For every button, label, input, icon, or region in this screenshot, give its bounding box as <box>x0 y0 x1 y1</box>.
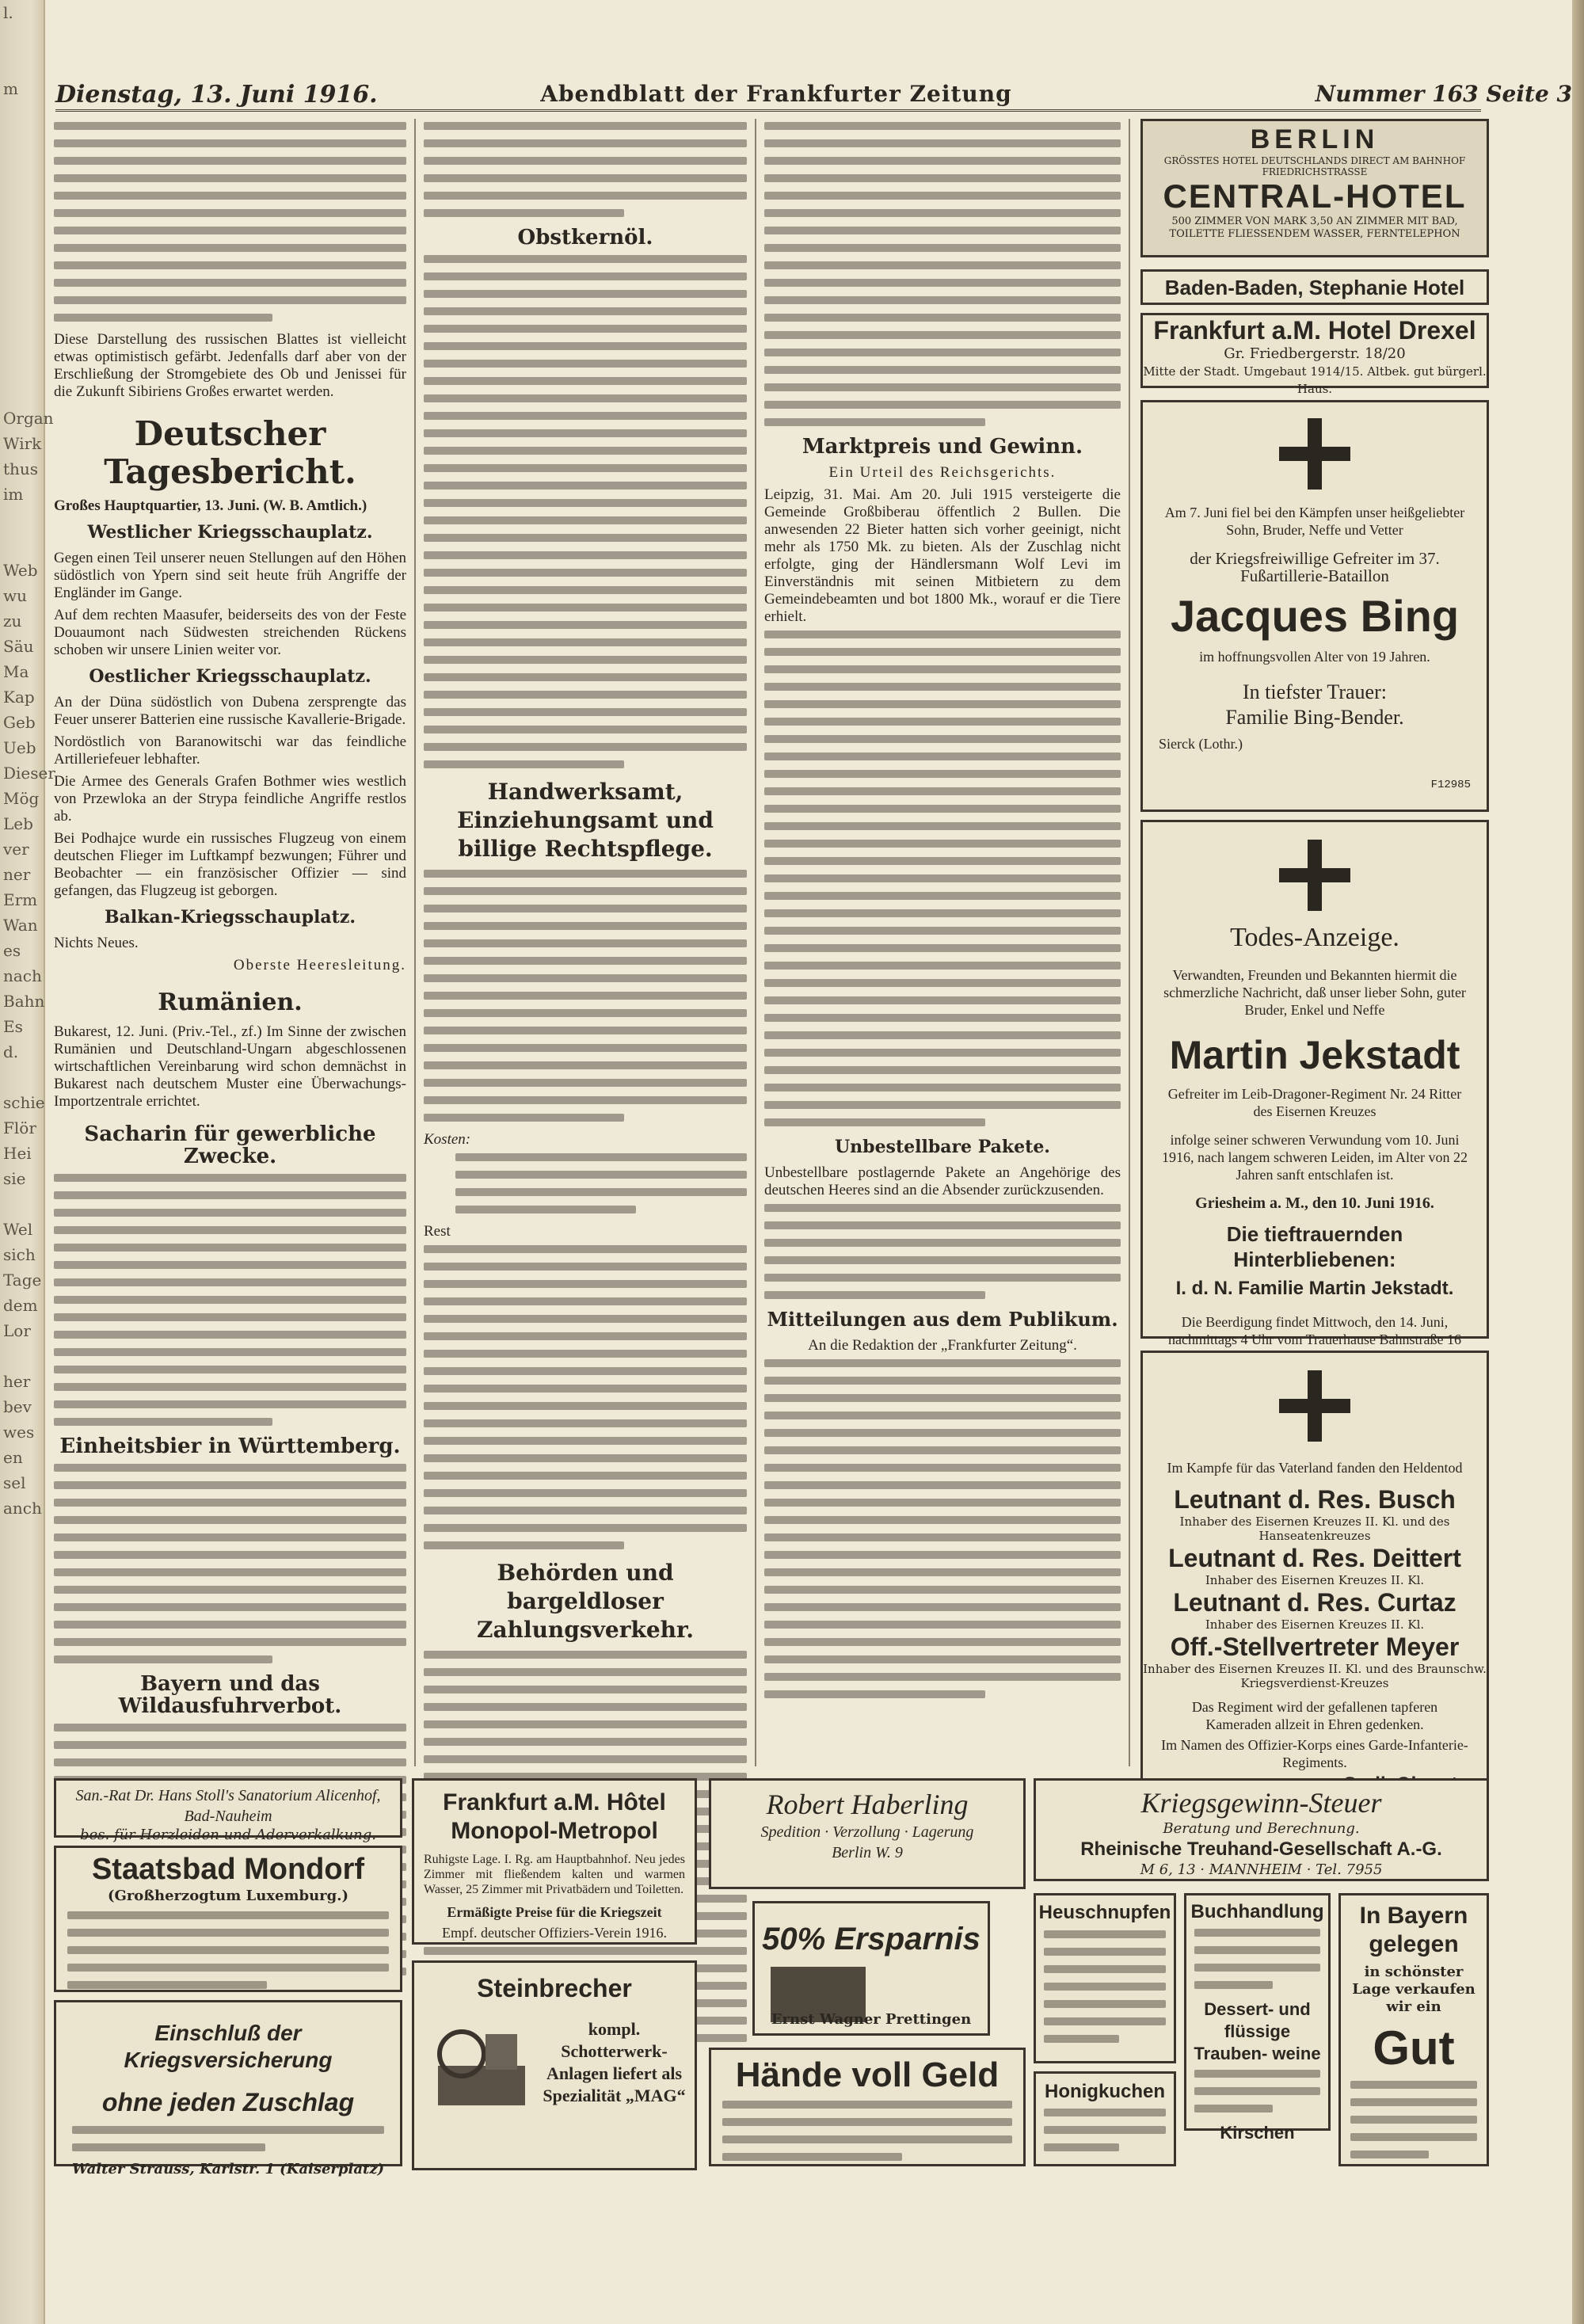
officer-entry <box>1143 1484 1487 1543</box>
officer-name: Leutnant d. Res. Deittert <box>1168 1544 1461 1572</box>
ad-mondorf-body <box>67 1911 389 1989</box>
ad-haberling <box>709 1778 1026 1889</box>
report-paragraph: An der Düna südöstlich von Dubena zersprengte das Feuer unserer Batterien eine russische Kavallerie-Brigade. <box>54 694 406 728</box>
section-title-behoerden: Behörden und bargeldloser Zahlungsverkehr. <box>477 1560 694 1643</box>
article-paragraph: Unbestellbare postlagernde Pakete an Angehörige des deutschen Heeres sind an die Absender zurückzusenden. <box>764 1164 1121 1198</box>
binding-edge-left <box>0 0 55 2324</box>
ad-haberling-name: Robert Haberling <box>766 1789 969 1820</box>
ad-mondorf <box>54 1846 402 1992</box>
ad-gut-title: Gut <box>1373 2021 1455 2074</box>
spine-text-fragments: l. m Organ Wirk thus im Web wu zu Säu Ma Kap Geb Ueb Dieser Mög Leb ver ner Erm Wan es nach Bahn Es d. schie Flör Hei sie Wel sich Tage dem Lor her bev wes en sel anch <box>3 3 55 1518</box>
ad-kg-sub: Beratung und Berechnung. <box>1163 1820 1360 1837</box>
ad-kirschen-title: Kirschen <box>1220 2123 1295 2143</box>
subheading-west: Westlicher Kriegsschauplatz. <box>87 522 373 543</box>
obituary-place: Sierck (Lothr.) <box>1159 736 1243 752</box>
section-title-rumaenien: Rumänien. <box>158 989 303 1016</box>
section-title-marktpreis: Marktpreis und Gewinn. <box>802 435 1083 459</box>
header-date: Dienstag, 13. Juni 1916. <box>55 81 378 109</box>
article-body <box>764 631 1121 1126</box>
ad-baden <box>1140 269 1489 305</box>
ad-haberling-services: Spedition · Verzollung · Lagerung <box>760 1823 974 1841</box>
ad-drexel-title: Frankfurt a.M. Hotel Drexel <box>1153 316 1476 345</box>
obituary-text: infolge seiner schweren Verwundung vom 10. Juni 1916, nach langem schweren Leiden, im Alter von 22 Jahren sanft entschlafen ist. <box>1162 1132 1468 1183</box>
regiment-line: Das Regiment wird der gefallenen tapferen Kameraden allzeit in Ehren gedenken. <box>1191 1699 1438 1732</box>
ad-haende-title: Hände voll Geld <box>735 2055 1000 2094</box>
ad-mondorf-title: Staatsbad Mondorf <box>91 1853 365 1886</box>
column-3 <box>764 117 1121 1708</box>
ad-steinbrecher-sub: kompl. Schotterwerk-Anlagen liefert als Spezialität „MAG“ <box>543 2019 686 2105</box>
ad-kv-body <box>72 2126 384 2151</box>
ad-central-hotel <box>1140 119 1489 257</box>
ad-monopol-title: Frankfurt a.M. Hôtel Monopol-Metropol <box>443 1789 666 1844</box>
officer-entry <box>1143 1632 1487 1690</box>
ad-sanatorium-stoll <box>54 1778 402 1843</box>
signature-line: Oberste Heeresleitung. <box>233 957 406 973</box>
ad-drexel-addr: Gr. Friedbergerstr. 18/20 <box>1224 345 1406 362</box>
ad-haberling-city: Berlin W. 9 <box>832 1844 903 1861</box>
officer-entry <box>1143 1587 1487 1632</box>
cost-label: Kosten: <box>424 1131 471 1148</box>
ad-ersparnis <box>752 1901 990 2036</box>
ad-berlin-sub: GRÖSSTES HOTEL DEUTSCHLANDS DIRECT AM BAHNHOF FRIEDRICHSTRASSE <box>1163 155 1466 177</box>
binding-edge-right <box>1572 0 1584 2324</box>
obituary-title: Todes-Anzeige. <box>1230 923 1399 952</box>
obituary-family: Familie Bing-Bender. <box>1225 706 1404 729</box>
officer-note: Inhaber des Eisernen Kreuzes II. Kl. <box>1205 1573 1425 1587</box>
section-title-publikum: Mitteilungen aus dem Publikum. <box>767 1308 1118 1331</box>
officer-name: Off.-Stellvertreter Meyer <box>1170 1633 1460 1661</box>
page-header <box>55 78 1572 112</box>
obituary-bing <box>1140 400 1489 812</box>
obituary-burial: Die Beerdigung findet Mittwoch, den 14. Juni, nachmittags 4 Uhr vom Trauerhause Bahnstraße 16 <box>1168 1314 1461 1347</box>
article-paragraph: Diese Darstellung des russischen Blattes ist vielleicht etwas optimistisch gefärbt. Jedenfalls darf aber von der Erschließung der Stromgebiete des Ob und Jenissei für die Zukunft Sibiriens Großes erwartet werden. <box>54 331 406 400</box>
article-body <box>54 1464 406 1663</box>
obituary-mourning: Die tieftrauernden Hinterbliebenen: <box>1226 1222 1403 1271</box>
ad-kriegsversicherung <box>54 2000 402 2177</box>
subheading-reichsgericht: Ein Urteil des Reichsgerichts. <box>828 464 1057 481</box>
ad-baden-text: Baden-Baden, Stephanie Hotel <box>1164 276 1465 299</box>
ad-monopol-metropol <box>412 1778 697 1945</box>
ad-buchhandlung-title: Buchhandlung <box>1190 1901 1324 1922</box>
ad-wein-body <box>1194 2070 1320 2113</box>
ad-steinbrecher <box>412 1960 697 2170</box>
obituary-officers <box>1140 1351 1489 1802</box>
section-title-tagesbericht: Deutscher Tagesbericht. <box>104 414 356 491</box>
ad-ersparnis-brand: Ernst Wagner Prettingen <box>771 2011 972 2028</box>
article-body <box>424 255 747 768</box>
obituary-intro: Am 7. Juni fiel bei den Kämpfen unser heißgeliebter Sohn, Bruder, Neffe und Vetter <box>1164 505 1465 538</box>
ad-honigkuchen-title: Honigkuchen <box>1044 2081 1165 2102</box>
ad-heuschnupfen <box>1034 1893 1176 2063</box>
obituary-place: Griesheim a. M., den 10. Juni 1916. <box>1195 1194 1434 1212</box>
section-title-obstkernoel: Obstkernöl. <box>517 226 653 250</box>
ad-steinbrecher-title: Steinbrecher <box>477 1974 632 2002</box>
article-continuation <box>424 122 747 217</box>
iron-cross-icon <box>1279 840 1350 911</box>
obituary-name: Jacques Bing <box>1170 591 1460 641</box>
obituary-rank: der Kriegsfreiwillige Gefreiter im 37. Fußartillerie-Bataillon <box>1190 549 1440 585</box>
ad-stoll-title: San.-Rat Dr. Hans Stoll's Sanatorium Alicenhof, Bad-Nauheim <box>75 1787 381 1825</box>
ad-monopol-price: Ermäßigte Preise für die Kriegszeit <box>447 1904 662 1920</box>
article-body <box>764 1359 1121 1698</box>
ad-kg-title: Kriegsgewinn-Steuer <box>1140 1787 1382 1819</box>
ad-buchhandlung <box>1184 1893 1331 2143</box>
ad-heuschnupfen-body <box>1044 1930 1166 2043</box>
report-paragraph: Bukarest, 12. Juni. (Priv.-Tel., zf.) Im Sinne der zwischen Rumänien und Deutschland-Ungarn abgeschlossenen wirtschaftlichen Vereinbarung wird schon demnächst in Bukarest nach deutschem Muster eine Überwachungs-Importzentrale errichtet. <box>54 1023 406 1110</box>
column-1 <box>54 117 406 1985</box>
officer-note: Inhaber des Eisernen Kreuzes II. Kl. und des Hanseatenkreuzes <box>1179 1514 1450 1543</box>
ad-honigkuchen <box>1034 2071 1176 2166</box>
corps-line: Im Namen des Offizier-Korps eines Garde-Infanterie-Regiments. <box>1161 1737 1468 1770</box>
officer-note: Inhaber des Eisernen Kreuzes II. Kl. und des Braunschw. Kriegsverdienst-Kreuzes <box>1143 1662 1487 1690</box>
article-continuation <box>54 122 406 322</box>
ad-haende-body <box>722 2101 1012 2161</box>
ad-wein-title: Dessert- und flüssige Trauben- weine <box>1194 1999 1321 2063</box>
article-body <box>54 1174 406 1426</box>
crusher-machine-icon <box>430 2018 533 2113</box>
article-body <box>764 1204 1121 1299</box>
cost-table <box>455 1153 747 1213</box>
obituary-name: Martin Jekstadt <box>1169 1033 1460 1077</box>
ad-berlin-title: BERLIN <box>1250 124 1380 154</box>
ad-ersparnis-title: 50% Ersparnis <box>762 1922 980 1956</box>
section-title-handwerksamt: Handwerksamt, Einziehungsamt und billige Rechtspflege. <box>457 779 714 862</box>
obituary-rank: Gefreiter im Leib-Dragoner-Regiment Nr. 24 Ritter des Eisernen Kreuzes <box>1167 1086 1462 1119</box>
ad-drexel-line: Mitte der Stadt. Umgebaut 1914/15. Altbek. gut bürgerl. Haus. <box>1143 364 1487 396</box>
officer-entry <box>1143 1543 1487 1587</box>
ad-bayern-title: In Bayern gelegen <box>1359 1903 1468 1957</box>
header-title: Abendblatt der Frankfurter Zeitung <box>540 81 1012 107</box>
obituary-intro: Im Kampfe für das Vaterland fanden den Heldentod <box>1167 1460 1463 1476</box>
ad-monopol-sub: Ruhigste Lage. I. Rg. am Hauptbahnhof. Neu jedes Zimmer mit fließendem kalten und warmen Wasser, 25 Zimmer mit Privatbädern und Toiletten. <box>424 1853 685 1896</box>
report-paragraph: Auf dem rechten Maasufer, beiderseits des von der Feste Douaumont nach Südwesten streichenden Rückens schoben wir unsere Linien weiter vor. <box>54 607 406 658</box>
report-paragraph: Die Armee des Generals Grafen Bothmer wies westlich von Przewloka an der Strypa feindliche Angriffe restlos ab. <box>54 773 406 825</box>
rest-label: Rest <box>424 1223 451 1240</box>
report-paragraph: Bei Podhajce wurde ein russisches Flugzeug von einem deutschen Flieger im Luftkampf bezwungen; Führer und Beobachter — ein französischer Offizier — sind gefangen, das Flugzeug ist geborgen. <box>54 830 406 899</box>
section-title-bayern: Bayern und das Wildausfuhrverbot. <box>118 1672 342 1718</box>
ad-kv-title: Einschluß der Kriegsversicherung <box>124 2021 333 2072</box>
ad-gut-body <box>1350 2081 1477 2158</box>
article-body <box>424 1245 747 1549</box>
ad-gut-bayern <box>1338 1893 1489 2166</box>
ad-kv-name: Walter Strauss, Karlstr. 1 (Kaiserplatz) <box>71 2161 385 2177</box>
ad-bayern-sub: in schönster Lage verkaufen wir ein <box>1352 1964 1475 2015</box>
report-paragraph: Gegen einen Teil unserer neuen Stellungen auf den Höhen südöstlich von Ypern sind seit heute früh Angriffe der Engländer im Gange. <box>54 550 406 601</box>
ad-central-hotel-name: CENTRAL-HOTEL <box>1163 177 1467 215</box>
ad-honigkuchen-body <box>1044 2109 1166 2151</box>
subheading-redaktion: An die Redaktion der „Frankfurter Zeitung“. <box>808 1337 1077 1354</box>
subheading-east: Oestlicher Kriegsschauplatz. <box>89 666 371 687</box>
ad-central-detail: 500 ZIMMER VON MARK 3,50 AN ZIMMER MIT BAD, TOILETTE FLIESSENDEM WASSER, FERNTELEPHON <box>1169 215 1460 240</box>
obituary-family: I. d. N. Familie Martin Jekstadt. <box>1175 1278 1454 1299</box>
column-rule <box>414 119 416 1766</box>
ad-buchhandlung-body <box>1194 1929 1320 1989</box>
report-paragraph: Nordöstlich von Baranowitschi war das feindliche Artilleriefeuer lebhafter. <box>54 733 406 768</box>
iron-cross-icon <box>1279 1370 1350 1442</box>
article-continuation <box>764 122 1121 426</box>
ad-haende-voll-geld <box>709 2048 1026 2166</box>
section-title-pakete: Unbestellbare Pakete. <box>835 1137 1050 1157</box>
ad-treuhand-addr: M 6, 13 · MANNHEIM · Tel. 7955 <box>1140 1861 1383 1878</box>
ad-treuhand: Rheinische Treuhand-Gesellschaft A.-G. <box>1080 1838 1442 1860</box>
obituary-intro: Verwandten, Freunden und Bekannten hiermit die schmerzliche Nachricht, daß unser lieber Sohn, guter Bruder, Enkel und Neffe <box>1163 967 1466 1018</box>
ad-kv-sub: ohne jeden Zuschlag <box>101 2088 355 2116</box>
ad-mondorf-sub: (Großherzogtum Luxemburg.) <box>107 1888 349 1904</box>
obituary-mourning: In tiefster Trauer: <box>1243 680 1387 703</box>
article-paragraph: Leipzig, 31. Mai. Am 20. Juli 1915 versteigerte die Gemeinde Großbiberau öffentlich 2 Bullen. Die anwesenden 22 Bieter hatten sich vorher geeinigt, nicht mehr als 1750 Mk. zu bieten. Als der Zuschlag nicht erfolgte, ging der Händlersmann Wolf Levi im Einverständnis mit seinen Mitbietern zu dem Gemeindebeamten und bot 1800 Mk., worauf er die Tiere erhielt. <box>764 486 1121 625</box>
column-rule <box>755 119 756 1766</box>
ad-monopol-ref: Empf. deutscher Offiziers-Verein 1916. <box>441 1925 668 1941</box>
obituary-age: im hoffnungsvollen Alter von 19 Jahren. <box>1199 649 1430 665</box>
section-title-einheitsbier: Einheitsbier in Württemberg. <box>59 1434 401 1458</box>
column-2 <box>424 117 747 2069</box>
article-body <box>424 870 747 1122</box>
column-rule <box>1129 119 1130 1766</box>
ad-kriegsgewinn-steuer <box>1034 1778 1489 1881</box>
section-title-sacharin: Sacharin für gewerbliche Zwecke. <box>84 1122 376 1168</box>
subheading-balkan: Balkan-Kriegsschauplatz. <box>104 907 356 928</box>
iron-cross-icon <box>1279 418 1350 490</box>
header-page-number: Nummer 163 Seite 3 <box>1315 81 1572 107</box>
obituary-ref: F12985 <box>1430 779 1471 791</box>
ad-hotel-drexel <box>1140 313 1489 396</box>
ad-stoll-sub: bes. für Herzleiden und Aderverkalkung. <box>80 1827 376 1843</box>
report-paragraph: Nichts Neues. <box>54 935 139 951</box>
officer-note: Inhaber des Eisernen Kreuzes II. Kl. <box>1205 1617 1425 1632</box>
obituary-jekstadt <box>1140 820 1489 1347</box>
dateline: Großes Hauptquartier, 13. Juni. (W. B. Amtlich.) <box>54 497 367 514</box>
officer-name: Leutnant d. Res. Curtaz <box>1173 1588 1456 1617</box>
ad-heuschnupfen-title: Heuschnupfen <box>1038 1902 1171 1923</box>
officer-name: Leutnant d. Res. Busch <box>1174 1485 1456 1514</box>
